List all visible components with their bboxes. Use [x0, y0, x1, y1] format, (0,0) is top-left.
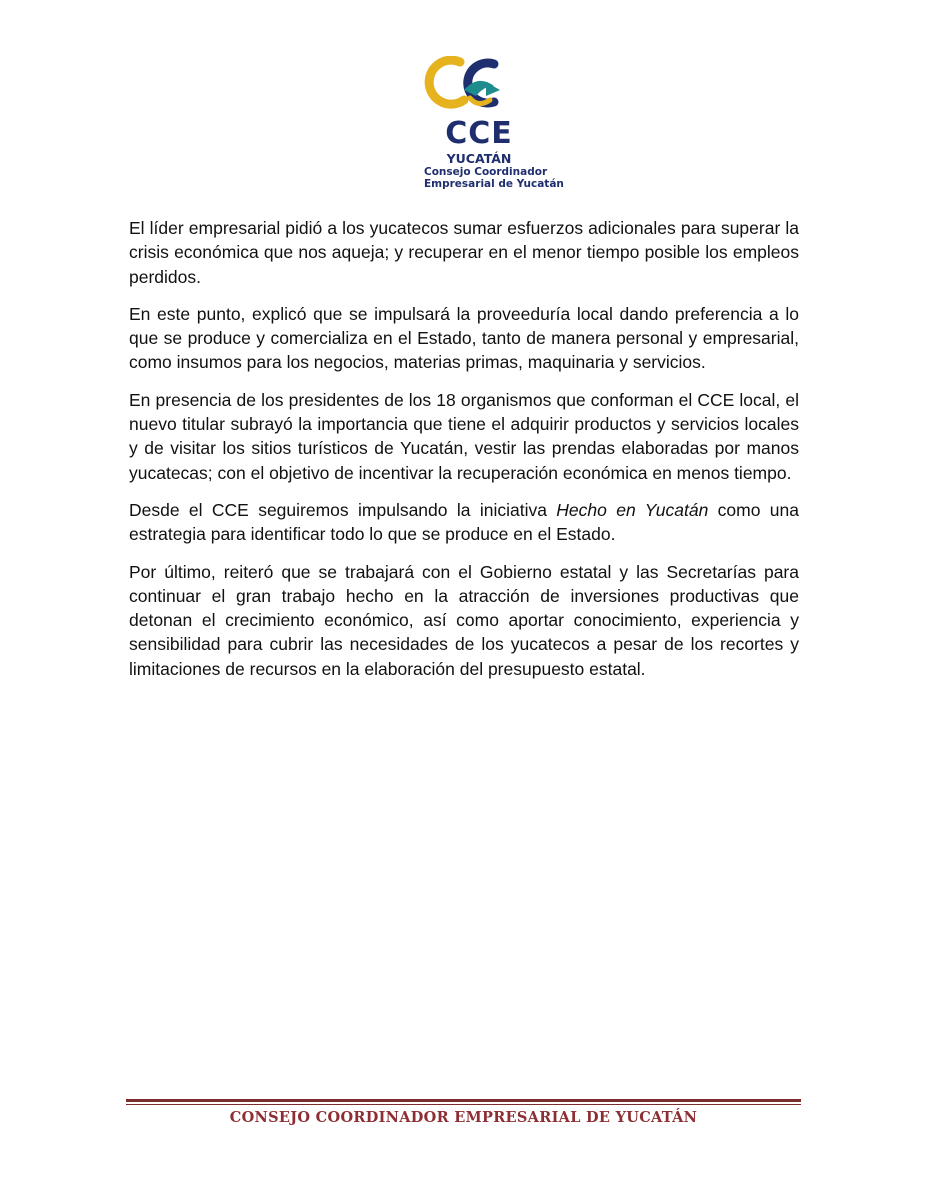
paragraph-1: El líder empresarial pidió a los yucatecos sumar esfuerzos adicionales para superar la crisis económica que nos aqueja; y recuperar en el menor tiempo posible los empleos perdidos. — [129, 218, 799, 287]
footer-divider-thick — [126, 1099, 801, 1102]
footer-divider — [126, 1099, 801, 1105]
logo-caption-line1: Consejo Coordinador — [424, 166, 548, 178]
logo-subtitle: YUCATÁN — [446, 151, 512, 166]
cce-logo — [424, 56, 564, 192]
initiative-name: Hecho en Yucatán — [556, 499, 709, 520]
paragraph-5: Por último, reiteró que se trabajará con el Gobierno estatal y las Secretarías para continuar el gran trabajo hecho en la atracción de inversiones productivas que detonan el crecimiento económico, así como aportar conocimiento, experiencia y sensibilidad para cubrir las necesidades de los yucatecos a pesar de los recortes y limitaciones de recursos en la elaboración del presupuesto estatal. — [129, 561, 799, 679]
footer-organization-name: CONSEJO COORDINADOR EMPRESARIAL DE YUCATÁN — [229, 1109, 698, 1126]
paragraph-3: En presencia de los presidentes de los 18 organismos que conforman el CCE local, el nuevo titular subrayó la importancia que tiene el adquirir productos y servicios locales y de visitar los sitios turísticos de Yucatán, vestir las prendas elaboradas por manos yucatecas; con el objetivo de incentivar la recuperación económica en menos tiempo. — [129, 389, 799, 483]
paragraph-2: En este punto, explicó que se impulsará la proveeduría local dando preferencia a lo que se produce y comercializa en el Estado, tanto de manera personal y empresarial, como insumos para los negocios, materias primas, maquinaria y servicios. — [129, 303, 799, 373]
paragraph-4-end: como una estrategia para identificar todo lo que se produce en el Estado. — [129, 499, 799, 545]
logo-caption-line2: Empresarial de Yucatán — [424, 178, 564, 190]
cce-logo-mark-icon — [424, 56, 534, 116]
paragraph-4-start: Desde el CCE seguiremos impulsando la iniciativa — [129, 499, 557, 520]
footer-divider-thin — [126, 1104, 801, 1105]
paragraph-4 — [129, 498, 799, 547]
logo-title: CCE — [445, 116, 513, 151]
document-body — [129, 216, 799, 694]
